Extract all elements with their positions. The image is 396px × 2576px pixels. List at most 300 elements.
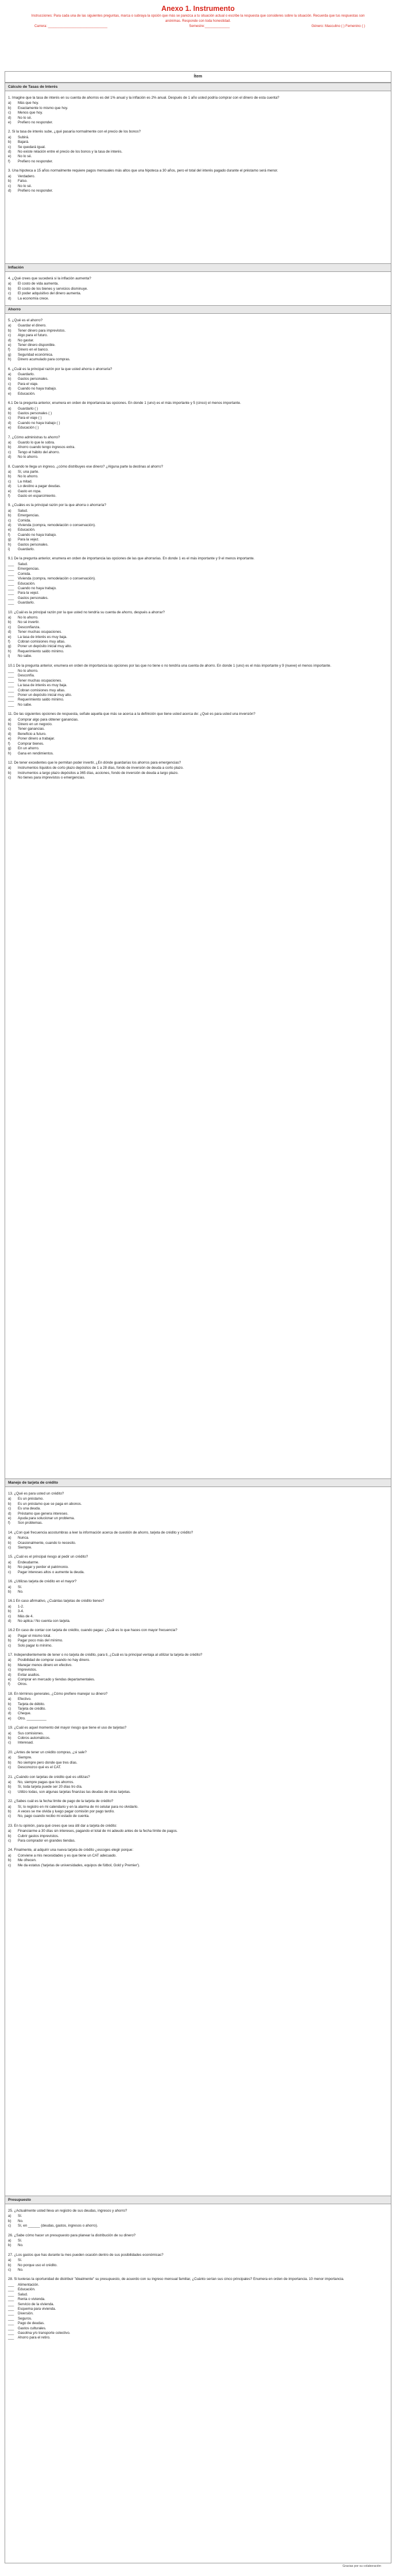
option-text: No lo ahorro. (18, 615, 38, 620)
answer-option[interactable] (8, 752, 391, 756)
answer-option[interactable] (8, 145, 391, 150)
answer-option[interactable] (8, 450, 391, 455)
section-body (5, 91, 391, 263)
option-text: No lo sé. (18, 154, 32, 159)
option-letter: b) (8, 474, 11, 479)
option-letter: b) (8, 286, 11, 291)
instructions-text: Instrucciones: Para cada una de las siguientes preguntas, marca o subraya la opción que más se parezca a tu situación actual o escribe la respuesta que consideres sobre la situación. Recuerda que tus respuestas son anónimas. Responde con toda honestidad. (31, 14, 365, 23)
option-letter: b) (8, 179, 11, 184)
answer-option[interactable] (8, 2258, 391, 2263)
option-letter: b) (8, 2263, 11, 2267)
option-text: Cobran comisiones muy altas. (18, 688, 65, 692)
answer-option[interactable] (8, 1790, 391, 1795)
answer-option[interactable] (8, 1634, 391, 1639)
answer-option[interactable] (8, 732, 391, 737)
option-letter: c) (8, 1570, 11, 1574)
answer-option[interactable] (8, 455, 391, 460)
answer-option[interactable] (8, 1609, 391, 1614)
answer-option[interactable] (8, 489, 391, 494)
option-letter: b) (8, 1501, 11, 1506)
answer-option[interactable] (8, 287, 391, 291)
option-letter: c) (8, 1546, 11, 1550)
answer-option[interactable] (8, 338, 391, 343)
answer-option[interactable] (8, 1814, 391, 1819)
option-text: No lo sé. (18, 184, 32, 188)
answer-option[interactable] (8, 1765, 391, 1770)
option-letter: ___ (8, 591, 14, 596)
answer-option[interactable] (8, 727, 391, 731)
option-text: Educación. (18, 391, 36, 396)
answer-option[interactable] (8, 106, 391, 111)
answer-option[interactable] (8, 184, 391, 189)
answer-option[interactable] (8, 1497, 391, 1501)
answer-option[interactable] (8, 1561, 391, 1565)
option-text: Seguridad económica. (18, 352, 53, 357)
answer-option[interactable] (8, 353, 391, 357)
answer-option[interactable] (8, 387, 391, 391)
answer-option[interactable] (8, 1785, 391, 1789)
answer-option[interactable] (8, 2297, 391, 2302)
option-text: No pagar y perder el patrimonio. (18, 1565, 69, 1570)
option-text: Me da estatus ('tarjetas de universidades, equipos de fútbol, Gold y Premier'). (18, 1863, 140, 1867)
option-text: Tarjeta de crédito. (18, 1707, 46, 1711)
option-letter: c) (8, 1789, 11, 1794)
option-letter: a) (8, 1804, 11, 1809)
answer-option[interactable] (8, 1502, 391, 1507)
question-text: 26. ¿Sabe cómo hacer un presupuesto para planear la distribución de su dinero? (8, 2233, 136, 2238)
option-text: Tener ganancias. (18, 727, 45, 731)
option-text: Servicio de la vivienda. (18, 2302, 55, 2306)
answer-option[interactable] (8, 1702, 391, 1707)
answer-option[interactable] (8, 1839, 391, 1843)
answer-option[interactable] (8, 742, 391, 746)
question-text: 9. ¿Cuáles es la principal razón por la que ahorra o ahorraría? (8, 503, 106, 508)
option-text: A veces se me olvida y luego pagar comisión por pago tardío. (18, 1809, 115, 1814)
answer-option[interactable] (8, 2287, 391, 2292)
option-letter: c) (8, 333, 11, 338)
answer-options (5, 509, 391, 552)
answer-option[interactable] (8, 101, 391, 106)
answer-option[interactable] (8, 1731, 391, 1736)
option-text: Esquema para vivienda. (18, 2306, 56, 2311)
option-letter: ___ (8, 562, 14, 566)
option-letter: ___ (8, 2282, 14, 2287)
option-letter: d) (8, 1672, 11, 1677)
option-letter: a) (8, 1604, 11, 1609)
answer-option[interactable] (8, 2239, 391, 2243)
option-text: Educación. (18, 528, 36, 532)
answer-option[interactable] (8, 766, 391, 771)
option-text: No porque uso el crédito. (18, 2263, 58, 2267)
answer-option[interactable] (8, 1644, 391, 1648)
option-text: Desconozco qué es el CAT. (18, 1765, 61, 1770)
option-text: Ahorro para el retiro. (18, 2336, 51, 2340)
option-text: Tener dinero disponible. (18, 343, 56, 348)
answer-option[interactable] (8, 601, 391, 605)
option-letter: ___ (8, 2321, 14, 2326)
answer-option[interactable] (8, 674, 391, 678)
option-letter: ___ (8, 571, 14, 576)
answer-option[interactable] (8, 1565, 391, 1570)
option-text: Verdadero. (18, 174, 36, 178)
answer-option[interactable] (8, 484, 391, 489)
answer-option[interactable] (8, 1854, 391, 1858)
answer-option[interactable] (8, 494, 391, 499)
answer-option[interactable] (8, 2283, 391, 2287)
answer-option[interactable] (8, 1541, 391, 1546)
answer-option[interactable] (8, 116, 391, 120)
answer-option[interactable] (8, 1741, 391, 1745)
option-letter: b) (8, 722, 11, 727)
answer-option[interactable] (8, 2331, 391, 2336)
answer-option[interactable] (8, 159, 391, 164)
answer-option[interactable] (8, 474, 391, 479)
option-text: Bajará. (18, 140, 29, 145)
answer-option[interactable] (8, 1516, 391, 1521)
option-letter: a) (8, 2258, 11, 2263)
option-letter: e) (8, 635, 11, 639)
answer-option[interactable] (8, 693, 391, 698)
answer-option[interactable] (8, 1639, 391, 1643)
answer-option[interactable] (8, 718, 391, 722)
option-text: Pagar poco más del mínimo. (18, 1639, 63, 1643)
answer-options (5, 718, 391, 756)
answer-option[interactable] (8, 2302, 391, 2307)
option-letter: e) (8, 1678, 11, 1682)
answer-option[interactable] (8, 547, 391, 552)
answer-option[interactable] (8, 688, 391, 693)
answer-option[interactable] (8, 586, 391, 591)
option-letter: c) (8, 111, 11, 115)
option-text: La mitad. (18, 479, 33, 484)
answer-option[interactable] (8, 1711, 391, 1716)
option-text: El costo de vida aumenta. (18, 282, 59, 286)
answer-option[interactable] (8, 111, 391, 115)
option-text: Siempre. (18, 1756, 32, 1760)
answer-option[interactable] (8, 519, 391, 523)
option-letter: a) (8, 174, 11, 178)
answer-option[interactable] (8, 572, 391, 577)
answer-option[interactable] (8, 654, 391, 659)
option-letter: d) (8, 630, 11, 635)
answer-option[interactable] (8, 1590, 391, 1594)
option-text: Poner un depósito inicial muy alto. (18, 644, 72, 649)
option-text: La economía crece. (18, 296, 49, 301)
option-text: Cuando no haya trabajo. (18, 387, 57, 391)
answer-option[interactable] (8, 543, 391, 547)
answer-option[interactable] (8, 2336, 391, 2340)
option-text: No gastar. (18, 338, 34, 343)
answer-option[interactable] (8, 562, 391, 567)
answer-option[interactable] (8, 2263, 391, 2268)
option-text: Tarjeta de débito. (18, 1702, 45, 1706)
answer-option[interactable] (8, 2307, 391, 2312)
answer-option[interactable] (8, 528, 391, 532)
answer-options (5, 1805, 391, 1819)
answer-option[interactable] (8, 620, 391, 625)
option-text: Exactamente lo mismo que hoy. (18, 106, 68, 110)
answer-option[interactable] (8, 1668, 391, 1672)
option-text: No, siempre pagas que los ahorros. (18, 1780, 75, 1784)
answer-option[interactable] (8, 1605, 391, 1609)
option-letter: b) (8, 513, 11, 518)
answer-option[interactable] (8, 343, 391, 348)
footer-note: Gracias por su colaboración (342, 2565, 381, 2568)
question-text: 14. ¿Con qué frecuencia acostumbras a leer la información acerca de cuestión de ahorro, tarjeta de crédito y crédito? (8, 1530, 193, 1535)
answer-option[interactable] (8, 1863, 391, 1868)
section-body (5, 1487, 391, 2196)
answer-option[interactable] (8, 567, 391, 571)
option-text: Cheque. (18, 1711, 32, 1716)
answer-options (5, 282, 391, 301)
answer-option[interactable] (8, 348, 391, 352)
option-text: Sí, toda tarjeta puede ser 20 días tro día. (18, 1785, 83, 1789)
option-text: Para la vejez. (18, 538, 40, 542)
answer-option[interactable] (8, 776, 391, 780)
answer-option[interactable] (8, 746, 391, 751)
answer-option[interactable] (8, 324, 391, 328)
option-letter: a) (8, 282, 11, 286)
answer-option[interactable] (8, 445, 391, 450)
answer-option[interactable] (8, 407, 391, 411)
answer-option[interactable] (8, 441, 391, 445)
option-text: Diversión. (18, 2312, 34, 2316)
answer-option[interactable] (8, 154, 391, 159)
answer-option[interactable] (8, 2312, 391, 2316)
answer-option[interactable] (8, 2243, 391, 2248)
answer-option[interactable] (8, 640, 391, 644)
answer-option[interactable] (8, 1546, 391, 1550)
answer-option[interactable] (8, 2219, 391, 2224)
option-text: Gasolina y/o transporte colectivo. (18, 2330, 71, 2335)
answer-option[interactable] (8, 1717, 391, 1721)
question-text: 10. ¿Cuál es la principal razón por la que usted no tendría su cuenta de ahorro, después a ahorrar? (8, 610, 165, 614)
option-letter: a) (8, 1780, 11, 1784)
answer-option[interactable] (8, 297, 391, 301)
answer-options (5, 1780, 391, 1795)
option-letter: d) (8, 731, 11, 736)
answer-option[interactable] (8, 140, 391, 145)
answer-option[interactable] (8, 1834, 391, 1839)
answer-option[interactable] (8, 513, 391, 518)
answer-option[interactable] (8, 771, 391, 776)
option-letter: a) (8, 135, 11, 139)
option-text: Emergencias. (18, 513, 40, 518)
option-letter: d) (8, 523, 11, 528)
answer-option[interactable] (8, 1585, 391, 1590)
answer-options (5, 1731, 391, 1746)
answer-option[interactable] (8, 1673, 391, 1678)
option-text: Salud. (18, 508, 28, 513)
answer-option[interactable] (8, 2214, 391, 2219)
document-page (5, 3, 391, 2573)
answer-options (5, 101, 391, 125)
answer-option[interactable] (8, 596, 391, 601)
answer-option[interactable] (8, 480, 391, 484)
answer-option[interactable] (8, 1619, 391, 1624)
answer-option[interactable] (8, 538, 391, 542)
option-text: Para comprador en grandes tiendas. (18, 1838, 76, 1843)
answer-option[interactable] (8, 1810, 391, 1814)
option-text: Es un préstamo que se paga en abonos. (18, 1501, 82, 1506)
option-letter: a) (8, 1497, 11, 1501)
answer-option[interactable] (8, 421, 391, 426)
option-letter: a) (8, 1853, 11, 1858)
option-letter: g) (8, 644, 11, 649)
answer-option[interactable] (8, 2293, 391, 2297)
answer-option[interactable] (8, 635, 391, 640)
answer-options (5, 1497, 391, 1526)
answer-option[interactable] (8, 625, 391, 630)
answer-option[interactable] (8, 2268, 391, 2273)
question-text: 9.1 De la pregunta anterior, enumera en orden de importancia las opciones de las que ahorrarías. En donde 1 es el más importante y 9 el menos importante. (8, 557, 255, 561)
answer-option[interactable] (8, 1678, 391, 1682)
answer-option[interactable] (8, 2317, 391, 2321)
option-text: Renta o vivienda. (18, 2297, 45, 2302)
answer-option[interactable] (8, 1697, 391, 1702)
answer-option[interactable] (8, 703, 391, 707)
answer-option[interactable] (8, 282, 391, 286)
answer-option[interactable] (8, 649, 391, 654)
option-text: No. (18, 2268, 24, 2273)
answer-options (5, 2214, 391, 2228)
answer-option[interactable] (8, 372, 391, 377)
answer-option[interactable] (8, 1736, 391, 1741)
option-text: Prefiero no responder. (18, 159, 53, 164)
answer-option[interactable] (8, 669, 391, 674)
answer-option[interactable] (8, 1761, 391, 1765)
answer-option[interactable] (8, 644, 391, 649)
section-header: Presupuesto (5, 2196, 391, 2204)
option-letter: a) (8, 1633, 11, 1638)
answer-option[interactable] (8, 1512, 391, 1516)
section-header: Cálculo de Tasas de Interés (5, 83, 391, 91)
answer-option[interactable] (8, 1658, 391, 1663)
answer-option[interactable] (8, 1682, 391, 1687)
option-letter: a) (8, 1829, 11, 1834)
answer-option[interactable] (8, 1829, 391, 1834)
answer-option[interactable] (8, 333, 391, 338)
answer-option[interactable] (8, 120, 391, 125)
section-header: Manejo de tarjeta de crédito (5, 1478, 391, 1487)
option-text: Conviene a mis necesidades y es que tiene un CAT adecuado. (18, 1853, 117, 1858)
answer-option[interactable] (8, 392, 391, 396)
answer-option[interactable] (8, 630, 391, 635)
option-text: Tener muchas ocupaciones. (18, 630, 63, 635)
option-letter: ___ (8, 2330, 14, 2335)
answer-option[interactable] (8, 150, 391, 154)
answer-options (5, 1561, 391, 1575)
option-letter: f) (8, 348, 10, 352)
option-text: Pago de deudas. (18, 2321, 45, 2326)
answer-option[interactable] (8, 174, 391, 179)
answer-option[interactable] (8, 377, 391, 382)
answer-option[interactable] (8, 683, 391, 688)
answer-option[interactable] (8, 533, 391, 538)
answer-option[interactable] (8, 577, 391, 581)
answer-option[interactable] (8, 1756, 391, 1760)
option-text: Interesad. (18, 1741, 34, 1745)
option-letter: c) (8, 1838, 11, 1843)
answer-option[interactable] (8, 291, 391, 296)
answer-option[interactable] (8, 1805, 391, 1810)
question-text: 24. Finalmente, al adquirir una nueva tarjeta de crédito ¿escoges elegir porque: (8, 1848, 134, 1853)
option-letter: c) (8, 416, 11, 421)
answer-option[interactable] (8, 679, 391, 683)
answer-option[interactable] (8, 416, 391, 421)
option-text: Otros. (18, 1682, 28, 1687)
option-text: Comida. (18, 518, 32, 523)
option-text: Comida. (18, 571, 32, 576)
option-letter: g) (8, 746, 11, 751)
answer-option[interactable] (8, 189, 391, 193)
answer-option[interactable] (8, 698, 391, 702)
option-text: No tienes para imprevistos o emergencias. (18, 776, 86, 780)
answer-option[interactable] (8, 1507, 391, 1511)
answer-option[interactable] (8, 1521, 391, 1526)
option-text: Salud. (18, 2292, 28, 2297)
option-text: Dinero en un negocio. (18, 722, 53, 727)
option-text: Tener muchas ocupaciones. (18, 678, 63, 683)
option-letter: g) (8, 352, 11, 357)
gender-field-label: Género: Masculino ( ) Femenino ( ) (311, 25, 365, 28)
option-letter: c) (8, 1707, 11, 1711)
answer-option[interactable] (8, 329, 391, 333)
answer-option[interactable] (8, 2326, 391, 2331)
answer-options (5, 1829, 391, 1843)
answer-option[interactable] (8, 722, 391, 727)
answer-option[interactable] (8, 357, 391, 362)
answer-option[interactable] (8, 616, 391, 620)
answer-option[interactable] (8, 179, 391, 184)
answer-option[interactable] (8, 582, 391, 586)
answer-option[interactable] (8, 737, 391, 741)
answer-option[interactable] (8, 1858, 391, 1863)
answer-option[interactable] (8, 1707, 391, 1711)
answer-option[interactable] (8, 1614, 391, 1619)
answer-option[interactable] (8, 2321, 391, 2326)
answer-option[interactable] (8, 135, 391, 140)
option-letter: b) (8, 328, 11, 333)
answer-option[interactable] (8, 2224, 391, 2228)
answer-option[interactable] (8, 509, 391, 513)
section-body (5, 272, 391, 305)
answer-option[interactable] (8, 1780, 391, 1785)
answer-option[interactable] (8, 1570, 391, 1575)
option-text: Ayuda para solucionar un problema. (18, 1516, 75, 1521)
answer-option[interactable] (8, 426, 391, 430)
answer-option[interactable] (8, 1536, 391, 1540)
option-letter: i) (8, 654, 10, 659)
semester-field-label: Semestre:_____________ (189, 25, 230, 28)
answer-option[interactable] (8, 470, 391, 474)
answer-option[interactable] (8, 523, 391, 528)
option-letter: h) (8, 357, 11, 362)
option-letter: d) (8, 455, 11, 460)
answer-option[interactable] (8, 591, 391, 596)
answer-option[interactable] (8, 1663, 391, 1668)
option-text: Prefiero no responder. (18, 188, 53, 193)
option-letter: a) (8, 2214, 11, 2219)
option-text: Cuando no haya trabajo. (18, 586, 57, 590)
answer-option[interactable] (8, 382, 391, 387)
option-letter: a) (8, 1697, 11, 1702)
option-letter: b) (8, 411, 11, 415)
question-text: 16.1 En caso afirmativo, ¿Cuántas tarjetas de crédito tienes? (8, 1599, 104, 1604)
answer-option[interactable] (8, 411, 391, 416)
respondent-fields (34, 25, 365, 28)
question-text: 2. Si la tasa de interés sube, ¿qué pasaría normalmente con el precio de los bonos? (8, 130, 141, 134)
